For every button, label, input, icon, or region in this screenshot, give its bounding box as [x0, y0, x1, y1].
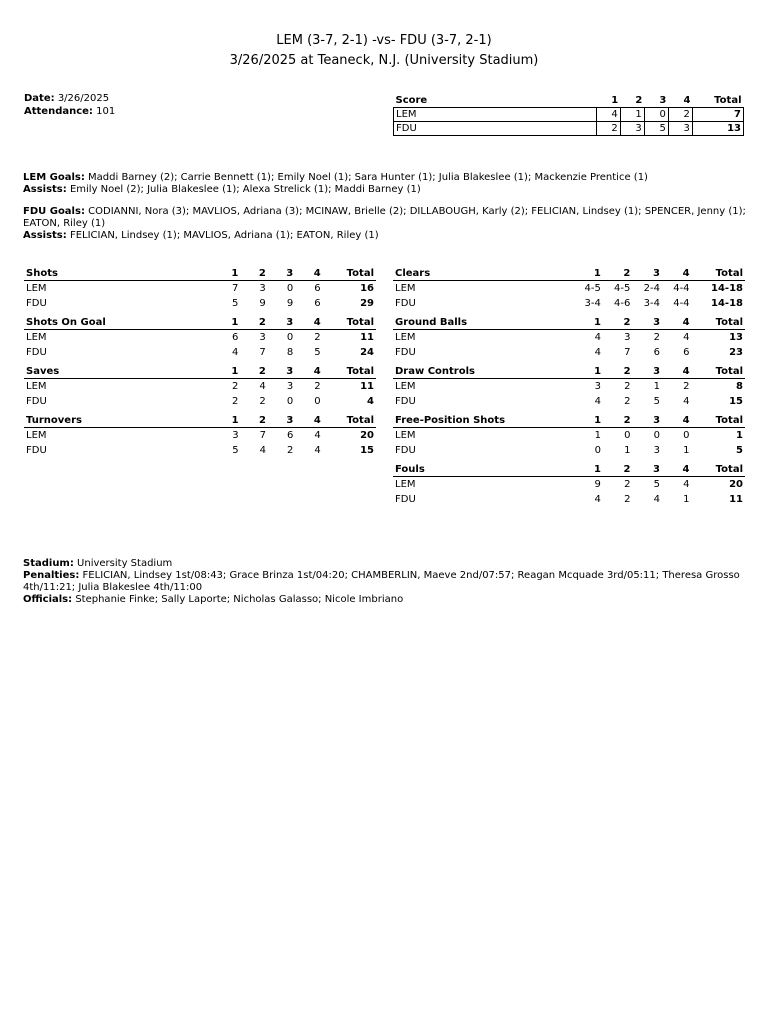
stat-period-header: 3	[268, 267, 295, 281]
stat-period-header: 3	[268, 365, 295, 379]
score-row	[394, 108, 744, 122]
stat-value: 5	[653, 479, 660, 490]
stat-value: 0	[624, 430, 631, 441]
stat-table	[393, 365, 745, 409]
stat-period-header: Total	[692, 463, 746, 477]
score-header-cell: 4	[683, 94, 691, 106]
stat-value: 4	[594, 332, 601, 343]
stat-row	[24, 281, 376, 297]
stat-value: 20	[360, 430, 374, 441]
stat-value: 5	[736, 445, 743, 456]
stat-table	[24, 414, 376, 458]
score-header-cell: 3	[659, 94, 667, 106]
stat-team: LEM	[395, 430, 416, 441]
fdu-assists: FELICIAN, Lindsey (1); MAVLIOS, Adriana (1); EATON, Riley (1)	[69, 230, 379, 241]
stat-value: 20	[729, 479, 743, 490]
stat-value: 4	[367, 396, 374, 407]
stat-title: Fouls	[393, 463, 573, 477]
stat-value: 4	[653, 494, 660, 505]
stat-row	[393, 492, 745, 507]
score-header-cell: 2	[635, 94, 643, 106]
stat-value: 5	[314, 347, 321, 358]
stat-value: 3	[286, 381, 294, 392]
stat-period-header: 3	[632, 463, 662, 477]
stat-value: 6	[683, 347, 690, 358]
score-header-row	[394, 94, 744, 108]
stat-header-row	[24, 316, 376, 330]
lem-assists: Emily Noel (2); Julia Blakeslee (1); Alexa Strelick (1); Maddi Barney (1)	[69, 184, 421, 195]
stat-header-row	[393, 414, 745, 428]
lem-scoring-summary	[23, 172, 753, 196]
stadium-line	[23, 558, 753, 570]
stats-left-column	[24, 267, 376, 463]
score-cell: 3	[668, 122, 692, 136]
stat-value: 7	[624, 347, 631, 358]
stat-value: 4	[259, 445, 266, 456]
stat-value: 4	[683, 332, 690, 343]
stat-period-header: 2	[603, 414, 633, 428]
stat-value: 5	[653, 396, 661, 407]
stat-header-row	[24, 365, 376, 379]
stat-value: 1	[683, 494, 690, 505]
stat-period-header: 3	[633, 365, 663, 379]
stat-value: 3	[653, 445, 661, 456]
stat-team: FDU	[26, 445, 47, 456]
stat-value: 16	[360, 283, 374, 294]
stat-value: 6	[314, 298, 321, 309]
stat-period-header: Total	[692, 267, 745, 281]
attendance-label: Attendance:	[24, 106, 93, 117]
stat-value: 4	[594, 396, 602, 407]
score-cell: 5	[644, 122, 668, 136]
stat-title: Shots On Goal	[24, 316, 213, 330]
stat-value: 3	[259, 332, 266, 343]
stat-row	[24, 379, 376, 395]
stat-value: 15	[360, 445, 374, 456]
stat-value: 0	[653, 430, 661, 441]
stat-table	[24, 365, 376, 409]
stat-value: 0	[314, 396, 321, 407]
stat-value: 2	[259, 396, 266, 407]
stat-period-header: Total	[692, 414, 745, 428]
stat-period-header: 2	[240, 365, 267, 379]
stat-header-row	[393, 267, 745, 281]
stat-value: 4	[231, 347, 239, 358]
stat-row	[393, 281, 745, 297]
stat-row	[393, 379, 745, 395]
stat-value: 4-5	[584, 283, 601, 294]
stat-value: 4	[683, 396, 690, 407]
fdu-goals: CODIANNI, Nora (3); MAVLIOS, Adriana (3); MCINAW, Brielle (2); DILLABOUGH, Karly (2); FELICIAN, Lindsey (1); SPENCER, Jenny (1); EATON, Riley (1)	[23, 206, 746, 229]
stat-value: 14-18	[711, 283, 743, 294]
stat-period-header: 2	[603, 316, 633, 330]
stat-value: 9	[259, 298, 266, 309]
score-cell: 4	[596, 108, 620, 122]
stat-period-header: 4	[295, 365, 322, 379]
date-label: Date:	[24, 93, 55, 104]
stat-team: FDU	[395, 396, 416, 407]
stat-team: FDU	[395, 347, 416, 358]
stat-team: LEM	[26, 430, 47, 441]
stat-period-header: 1	[574, 365, 604, 379]
stat-period-header: 4	[662, 365, 692, 379]
stat-period-header: 2	[240, 316, 267, 330]
stat-value: 2	[314, 381, 321, 392]
score-cell: LEM	[394, 108, 597, 122]
stat-row	[393, 428, 745, 444]
officials-line	[23, 594, 753, 606]
fdu-assists-line	[23, 230, 753, 242]
stat-title: Draw Controls	[393, 365, 574, 379]
attendance-line	[24, 105, 115, 118]
stat-value: 8	[286, 347, 294, 358]
stat-value: 2	[624, 381, 631, 392]
stat-value: 6	[231, 332, 239, 343]
stat-row	[393, 394, 745, 409]
score-row	[394, 122, 744, 136]
score-table	[393, 94, 744, 136]
lem-assists-label: Assists:	[23, 184, 67, 195]
stat-team: LEM	[395, 381, 416, 392]
stat-value: 13	[729, 332, 743, 343]
fdu-scoring-summary	[23, 206, 753, 242]
stat-value: 4-4	[673, 298, 690, 309]
score-cell: 2	[668, 108, 692, 122]
stat-value: 3-4	[584, 298, 601, 309]
stat-team: LEM	[26, 381, 47, 392]
stat-period-header: 4	[662, 414, 692, 428]
stat-team: LEM	[26, 332, 47, 343]
stat-value: 4	[259, 381, 266, 392]
stat-value: 11	[729, 494, 743, 505]
stat-row	[24, 394, 376, 409]
stat-row	[24, 443, 376, 458]
stadium-value: University Stadium	[77, 558, 173, 569]
fdu-assists-label: Assists:	[23, 230, 67, 241]
lem-assists-line	[23, 184, 753, 196]
score-cell: 13	[692, 122, 743, 136]
stat-team: FDU	[395, 298, 416, 309]
stat-row	[393, 477, 745, 493]
stat-value: 11	[360, 332, 374, 343]
penalties-line	[23, 570, 753, 594]
stat-value: 7	[259, 347, 266, 358]
stat-table	[393, 267, 745, 311]
stat-header-row	[24, 267, 376, 281]
stat-period-header: Total	[323, 316, 376, 330]
stat-header-row	[24, 414, 376, 428]
stat-value: 7	[259, 430, 266, 441]
score-cell: 0	[644, 108, 668, 122]
stat-table	[393, 414, 745, 458]
score-header-cell: 1	[611, 94, 619, 106]
stat-value: 1	[594, 430, 602, 441]
stat-value: 7	[231, 283, 239, 294]
stat-period-header: 1	[574, 414, 604, 428]
stat-value: 4	[594, 494, 601, 505]
lem-goals-label: LEM Goals:	[23, 172, 85, 183]
stat-team: LEM	[26, 283, 47, 294]
stat-row	[393, 296, 745, 311]
stat-value: 3	[594, 381, 602, 392]
stat-value: 4	[594, 347, 601, 358]
stat-value: 2	[624, 479, 631, 490]
stat-row	[24, 296, 376, 311]
stat-value: 9	[594, 479, 601, 490]
stat-value: 3-4	[643, 298, 660, 309]
stat-value: 3	[259, 283, 266, 294]
stat-value: 1	[683, 445, 690, 456]
stat-value: 29	[360, 298, 374, 309]
game-footer	[23, 558, 753, 606]
stat-value: 0	[286, 283, 294, 294]
stat-value: 2-4	[643, 283, 660, 294]
score-cell: FDU	[394, 122, 597, 136]
lem-goals: Maddi Barney (2); Carrie Bennett (1); Emily Noel (1); Sara Hunter (1); Julia Blakeslee (1); Mackenzie Prentice (1)	[88, 172, 648, 183]
stat-value: 2	[653, 332, 661, 343]
stat-value: 9	[286, 298, 294, 309]
stat-period-header: 1	[213, 267, 240, 281]
stat-team: FDU	[26, 347, 47, 358]
stat-period-header: Total	[323, 267, 376, 281]
stat-value: 14-18	[711, 298, 743, 309]
stat-header-row	[393, 316, 745, 330]
stat-team: LEM	[395, 479, 416, 490]
stat-value: 8	[736, 381, 743, 392]
stat-title: Clears	[393, 267, 573, 281]
stat-period-header: 3	[268, 414, 295, 428]
stat-period-header: 1	[213, 365, 240, 379]
stat-team: FDU	[26, 298, 47, 309]
stat-value: 23	[729, 347, 743, 358]
stat-value: 1	[653, 381, 661, 392]
stat-row	[393, 443, 745, 458]
stat-period-header: 4	[295, 316, 322, 330]
stat-value: 3	[232, 430, 239, 441]
stat-value: 4-6	[614, 298, 631, 309]
stat-value: 24	[360, 347, 374, 358]
stat-value: 6	[287, 430, 294, 441]
stat-title: Turnovers	[24, 414, 213, 428]
stat-value: 4	[683, 479, 690, 490]
stat-team: LEM	[395, 332, 416, 343]
stat-value: 1	[624, 445, 631, 456]
officials-label: Officials:	[23, 594, 73, 605]
game-meta	[24, 92, 115, 118]
stat-title: Ground Balls	[393, 316, 573, 330]
stat-team: FDU	[395, 494, 416, 505]
stat-header-row	[393, 365, 745, 379]
stat-value: 2	[624, 396, 631, 407]
stat-value: 2	[287, 445, 294, 456]
stat-value: 1	[736, 430, 743, 441]
stat-table	[393, 316, 745, 360]
score-cell: 2	[596, 122, 620, 136]
stat-period-header: 4	[662, 267, 692, 281]
stat-value: 11	[360, 381, 374, 392]
stat-header-row	[393, 463, 745, 477]
stat-value: 4	[314, 430, 321, 441]
stat-value: 2	[624, 494, 631, 505]
stat-value: 0	[286, 396, 294, 407]
stat-period-header: 2	[603, 267, 633, 281]
attendance-value: 101	[96, 106, 116, 117]
stat-period-header: 2	[240, 267, 267, 281]
stat-value: 4	[314, 445, 321, 456]
stat-value: 6	[314, 283, 321, 294]
stat-row	[24, 428, 376, 444]
stat-title: Shots	[24, 267, 213, 281]
stat-value: 2	[231, 396, 239, 407]
stat-period-header: 2	[603, 463, 633, 477]
stat-row	[24, 345, 376, 360]
stat-value: 15	[729, 396, 743, 407]
stat-table	[24, 267, 376, 311]
stat-period-header: Total	[323, 414, 376, 428]
stat-value: 2	[683, 381, 690, 392]
stat-table	[393, 463, 745, 507]
stat-value: 2	[314, 332, 321, 343]
stat-period-header: 4	[295, 267, 322, 281]
stats-right-column	[393, 267, 745, 512]
stat-team: FDU	[395, 445, 416, 456]
score-cell: 7	[692, 108, 743, 122]
score-header-cell: Total	[714, 94, 742, 106]
stat-value: 6	[653, 347, 661, 358]
stat-value: 4-4	[673, 283, 690, 294]
officials-value: Stephanie Finke; Sally Laporte; Nicholas Galasso; Nicole Imbriano	[75, 594, 404, 605]
stat-period-header: 3	[268, 316, 295, 330]
penalties-value: FELICIAN, Lindsey 1st/08:43; Grace Brinza 1st/04:20; CHAMBERLIN, Maeve 2nd/07:57; Reagan Mcquade 3rd/05:11; Theresa Grosso 4th/11:21; Julia Blakeslee 4th/11:00	[23, 570, 740, 593]
game-subtitle: 3/26/2025 at Teaneck, N.J. (University Stadium)	[229, 53, 539, 68]
stat-value: 0	[594, 445, 602, 456]
score-cell: 3	[620, 122, 644, 136]
stat-period-header: 1	[573, 316, 603, 330]
stat-period-header: 1	[213, 316, 240, 330]
stat-period-header: Total	[692, 365, 745, 379]
stat-period-header: Total	[692, 316, 745, 330]
score-header-cell: Score	[395, 94, 428, 106]
stat-team: LEM	[395, 283, 416, 294]
stadium-label: Stadium:	[23, 558, 74, 569]
stat-value: 5	[231, 298, 239, 309]
stat-period-header: 1	[213, 414, 240, 428]
stat-value: 5	[232, 445, 239, 456]
stat-value: 2	[231, 381, 239, 392]
date-value: 3/26/2025	[57, 93, 110, 104]
stat-value: 0	[286, 332, 294, 343]
stat-row	[393, 345, 745, 360]
stat-title: Free-Position Shots	[393, 414, 574, 428]
stat-title: Saves	[24, 365, 213, 379]
stat-row	[393, 330, 745, 346]
stat-period-header: 2	[241, 414, 268, 428]
score-cell: 1	[620, 108, 644, 122]
stat-table	[24, 316, 376, 360]
lem-goals-line	[23, 172, 753, 184]
stat-period-header: 1	[573, 267, 603, 281]
stat-team: FDU	[26, 396, 47, 407]
stat-period-header: 4	[662, 463, 692, 477]
stat-row	[24, 330, 376, 346]
penalties-label: Penalties:	[23, 570, 80, 581]
stat-period-header: 4	[295, 414, 322, 428]
stat-value: 4-5	[614, 283, 631, 294]
stat-period-header: 3	[633, 414, 663, 428]
game-title: LEM (3-7, 2-1) -vs- FDU (3-7, 2-1)	[276, 33, 492, 48]
stat-period-header: 1	[573, 463, 603, 477]
fdu-goals-label: FDU Goals:	[23, 206, 85, 217]
date-line	[24, 92, 115, 105]
stat-value: 0	[683, 430, 690, 441]
stat-period-header: 3	[633, 316, 663, 330]
fdu-goals-line	[23, 206, 753, 230]
stat-period-header: 3	[632, 267, 662, 281]
stat-period-header: Total	[323, 365, 376, 379]
stat-value: 3	[624, 332, 631, 343]
stat-period-header: 4	[662, 316, 692, 330]
stat-period-header: 2	[603, 365, 633, 379]
